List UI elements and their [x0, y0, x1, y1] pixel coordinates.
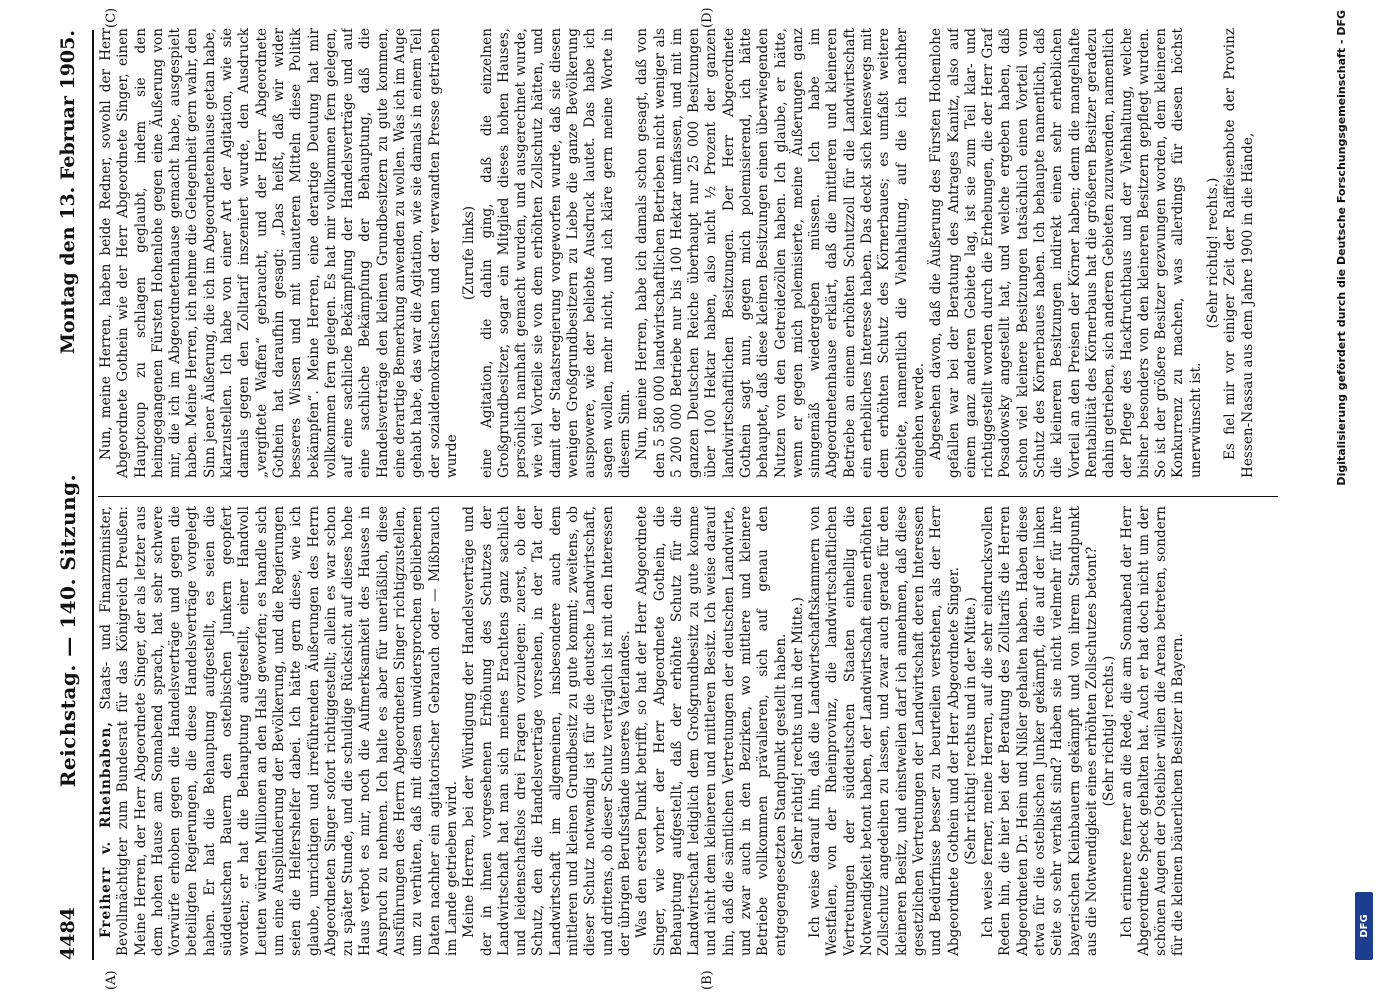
paragraph-text: Ich erinnere ferner an die Rede, die am Sonnabend der Herr Abgeordnete Speck gehalten hat. Auch er hat doch nicht um der schönen Augen der Ostelbier willen die Arena betreten, sondern für die kleinen bäuerlichen Besitzer in Bayern. [1118, 506, 1187, 956]
paragraph [98, 506, 461, 956]
paragraph [807, 506, 963, 956]
digitization-credit: Digitalisierung gefördert durch die Deutsche Forschungsgemeinschaft - DFG [1335, 10, 1348, 486]
text-column-right [98, 28, 1278, 478]
interjection: (Sehr richtig! rechts.) [1101, 655, 1118, 807]
page-number: 4484 [57, 907, 79, 960]
paragraph [634, 28, 928, 478]
margin-letter-b: (B) [700, 970, 715, 990]
paragraph [980, 506, 1101, 956]
interjection: (Zurufe links) [461, 205, 478, 301]
paragraph-text: Abgesehen davon, daß die Äußerung des Fürsten Hohenlohe gefallen war bei der Beratung des Antrages Kanitz, also auf einem ganz anderen Gebiete lag, ist sie zum Teil klar- und richtiggestellt worden durch die Erhebungen, die der Herr Graf Posadowsky angestellt hat, und welche ergeben haben, daß schon viel kleinere Besitzungen tatsächlich einen Vorteil vom Schutz des Körnerbaues haben. Ich behaupte namentlich, daß die kleineren Besitzungen indirekt einen sehr erheblichen Vorteil an den Preisen der Körner haben; denn die mangelhafte Rentabilität des Körnerbaus hat die größeren Besitzer geradezu dahin getrieben, sich anderen Gebieten zuzuwenden, namentlich der Pflege des Hackfruchtbaus und der Viehhaltung, welche bisher besonders von den kleineren Besitzern gepflegt wurden. So ist der größere Besitzer gezwungen worden, dem kleineren Konkurrenz zu machen, was allerdings für diesen höchst unerwünscht ist. [928, 28, 1204, 478]
header-rule [92, 30, 94, 960]
paragraph-text: eine Agitation, die dahin ging, daß die einzelnen Großgrundbesitzer, sogar ein Mitglied dieses hohen Hauses, persönlich namhaft gemacht wurden, und ausgerechnet wurde, wie viel Vorteile sie von dem erhöhten Zollschutz hätten, und damit der Staatsregierung vorgeworfen wurde, daß sie diesen wenigen Großgrundbesitzern zu Liebe die ganze Bevölkerung auspowere, wie der beliebte Ausdruck lautet. Das habe ich sagen wollen, mehr nicht, und ich kläre gern meine Worte in diesem Sinn. [478, 28, 633, 478]
paragraph-text: Was den ersten Punkt betrifft, so hat der Herr Abgeordnete Singer, wie vorher der Herr Abgeordnete Gothein, die Behauptung aufgestellt, daß der erhöhte Schutz für die Landwirtschaft lediglich dem Großgrundbesitz zu gute komme und nicht dem kleineren und mittleren Besitz. Ich weise darauf hin, daß die sämtlichen Vertretungen der deutschen Landwirte, und zwar auch in den Bezirken, wo mittlere und kleinere Betriebe vollkommen prävalieren, sich auf genau den entgegengesetzten Standpunkt gestellt haben. [634, 506, 789, 956]
margin-letter-a: (A) [104, 970, 119, 990]
margin-letter-c: (C) [104, 7, 119, 28]
speaker-name: Freiherr v. Rheinbaben, [98, 721, 114, 938]
paragraph [634, 506, 790, 956]
paragraph [461, 506, 634, 956]
interjection: (Sehr richtig! rechts und in der Mitte.) [789, 597, 806, 865]
paragraph [1119, 506, 1188, 956]
paragraph-text: Meine Herren, bei der Würdigung der Handelsverträge und der in ihnen vorgesehenen Erhöhung des Schutzes der Landwirtschaft hat man sich meines Erachtens ganz sachlich und leidenschaftslos drei Fragen vorzulegen: zuerst, ob der Schutz, den die Handelsverträge vorsehen, in der Tat der Landwirtschaft im allgemeinen, insbesondere auch dem mittleren und kleinen Grundbesitz zu gute kommt; zweitens, ob dieser Schutz notwendig ist für die deutsche Landwirtschaft, und drittens, ob dieser Schutz verträglich ist mit den Interessen der übrigen Berufsstände unseres Vaterlandes. [461, 506, 633, 956]
paragraph-text: Ich weise darauf hin, daß die Landwirtschaftskammern von Westfalen, von der Rheinprovinz, die landwirtschaftlichen Vertretungen der süddeutschen Staaten einhellig die Notwendigkeit betont haben, der Landwirtschaft einen erhöhten Zollschutz angedeihen zu lassen, und zwar auch gerade für den kleineren Besitz, und einstweilen darf ich annehmen, daß diese gesetzlichen Vertretungen der Landwirtschaft deren Interessen und Bedürfnisse besser zu beurteilen verstehen, als der Herr Abgeordnete Gothein und der Herr Abgeordnete Singer. [807, 506, 962, 956]
page-title: Reichstag. — 140. Sitzung. [56, 473, 80, 788]
paragraph [928, 28, 1205, 478]
paragraph [98, 28, 461, 478]
paragraph-text: Nun, meine Herren, habe ich damals schon gesagt, daß von den 5 580 000 landwirtschaftlichen Betrieben nicht weniger als 5 200 000 Betriebe nur bis 100 Hektar umfassen, und mit im ganzen Deutschen Reiche überhaupt nur 25 000 Besitzungen über 100 Hektar haben, also nicht ½ Prozent der ganzen landwirtschaftlichen Besitzungen. Der Herr Abgeordnete Gothein sagt nun, gegen mich polemisierend, ich hätte behauptet, daß diese kleinen Besitzungen einen überwiegenden Nutzen von den Getreidezöllen haben. Ich glaube, er hätte, wenn er gegen mich polemisierte, meine Äußerungen ganz sinngemäß wiedergeben müssen. Ich habe im Abgeordnetenhause erklärt, daß die mittleren und kleineren Betriebe an einem erhöhten Schutzzoll für die Landwirtschaft ein erhebliches Interesse haben. Das deckt sich keineswegs mit dem erhöhten Schutz des Körnerbaues; es umfaßt weitere Gebiete, namentlich die Viehhaltung, auf die ich nachher eingehen werde. [634, 28, 927, 478]
column-divider [98, 496, 1278, 497]
dfg-logo-badge: DFG [1355, 892, 1373, 960]
paragraph [1222, 28, 1257, 478]
interjection: (Sehr richtig! rechts und in der Mitte.) [962, 597, 979, 865]
paragraph-text: Ich weise ferner, meine Herren, auf die sehr eindrucksvollen Reden hin, die hier bei der Beratung des Zolltarifs die Herren Abgeordneten Dr. Heim und Nißler gehalten haben. Haben diese etwa für die ostelbischen Junker gekämpft, die auf der linken Seite so sehr verhaßt sind? Haben sie nicht vielmehr für ihre bayerischen Kleinbauern gekämpft und von ihrem Standpunkt aus die Notwendigkeit eines erhöhten Zollschutzes betont? [980, 506, 1100, 956]
session-date: Montag den 13. Februar 1905. [57, 30, 79, 355]
paragraph-text: Es fiel mir vor einiger Zeit der Raiffeisenbote der Provinz Hessen-Nassau aus dem Jahre 1900 in die Hände, [1222, 28, 1256, 478]
text-column-left [98, 506, 1278, 956]
interjection: (Sehr richtig! rechts.) [1205, 177, 1221, 329]
running-head [48, 30, 88, 960]
paragraph-text: Staats- und Finanzminister, Bevollmächtigter zum Bundesrat für das Königreich Preußen: Meine Herren, der Herr Abgeordnete Singer, der als letzter aus dem hohen Hause am Sonnabend sprach, hat sehr schwere Vorwürfe erhoben gegen die Handelsverträge und gegen die beteiligten Regierungen, die diese Handelsverträge vorgelegt haben. Er hat die Behauptung aufgestellt, es seien die süddeutschen Bauern den ostelbischen Junkern geopfert worden; er hat die Behauptung aufgestellt, einer Handvoll Leuten würden Millionen an den Hals geworfen; es handle sich um eine Ausplünderung der Bevölkerung, und die Regierungen seien die Helfershelfer dabei. Ich hätte gern diese, wie ich glaube, unrichtigen und irreführenden Äußerungen des Herrn Abgeordneten Singer sofort richtiggestellt; allein es war schon zu später Stunde, und die schuldige Rücksicht auf dieses hohe Haus verbot es mir, noch die Aufmerksamkeit des Hauses in Anspruch zu nehmen. Ich halte es aber für unerläßlich, diese Ausführungen des Herrn Abgeordneten Singer richtigzustellen, um zu verhüten, daß mit diesen unwidersprochen gebliebenen Daten nachher ein agitatorischer Gebrauch oder — Mißbrauch im Lande getrieben wird. [98, 506, 460, 956]
margin-letter-d: (D) [700, 7, 715, 28]
paragraph [479, 28, 635, 478]
paragraph-text: Nun, meine Herren, haben beide Redner, sowohl der Herr Abgeordnete Gothein wie der Herr Abgeordnete Singer, einen Hauptcoup zu schlagen geglaubt, indem sie den heimgegangenen Fürsten Hohenlohe gegen eine Äußerung von mir, die ich im Abgeordnetenhause gemacht habe, ausgespielt haben. Meine Herren, ich nehme die Gelegenheit gern wahr, den Sinn jener Äußerung, die ich im Abgeordnetenhause getan habe, klarzustellen. Ich habe von einer Art der Agitation, wie sie damals gegen den Zolltarif inszeniert wurde, den Ausdruck „vergiftete Waffen“ gebraucht, und der Herr Abgeordnete Gothein hat daraufhin gesagt: „Das heißt, daß wir wider besseres Wissen und mit unlauteren Mitteln diese Politik bekämpfen“. Meine Herren, eine derartige Deutung hat mir vollkommen fern gelegen. Es hat mir vollkommen fern gelegen, auf eine sachliche Bekämpfung der Handelsverträge und auf eine sachliche Bekämpfung der Behauptung, daß die Handelsverträge den kleinen Grundbesitzern zu gute kommen, eine derartige Bemerkung anwenden zu wollen. Was ich im Auge gehabt habe, das war die Agitation, wie sie damals in einem Teil der sozialdemokratischen und der verwandten Presse getrieben wurde [98, 28, 460, 478]
